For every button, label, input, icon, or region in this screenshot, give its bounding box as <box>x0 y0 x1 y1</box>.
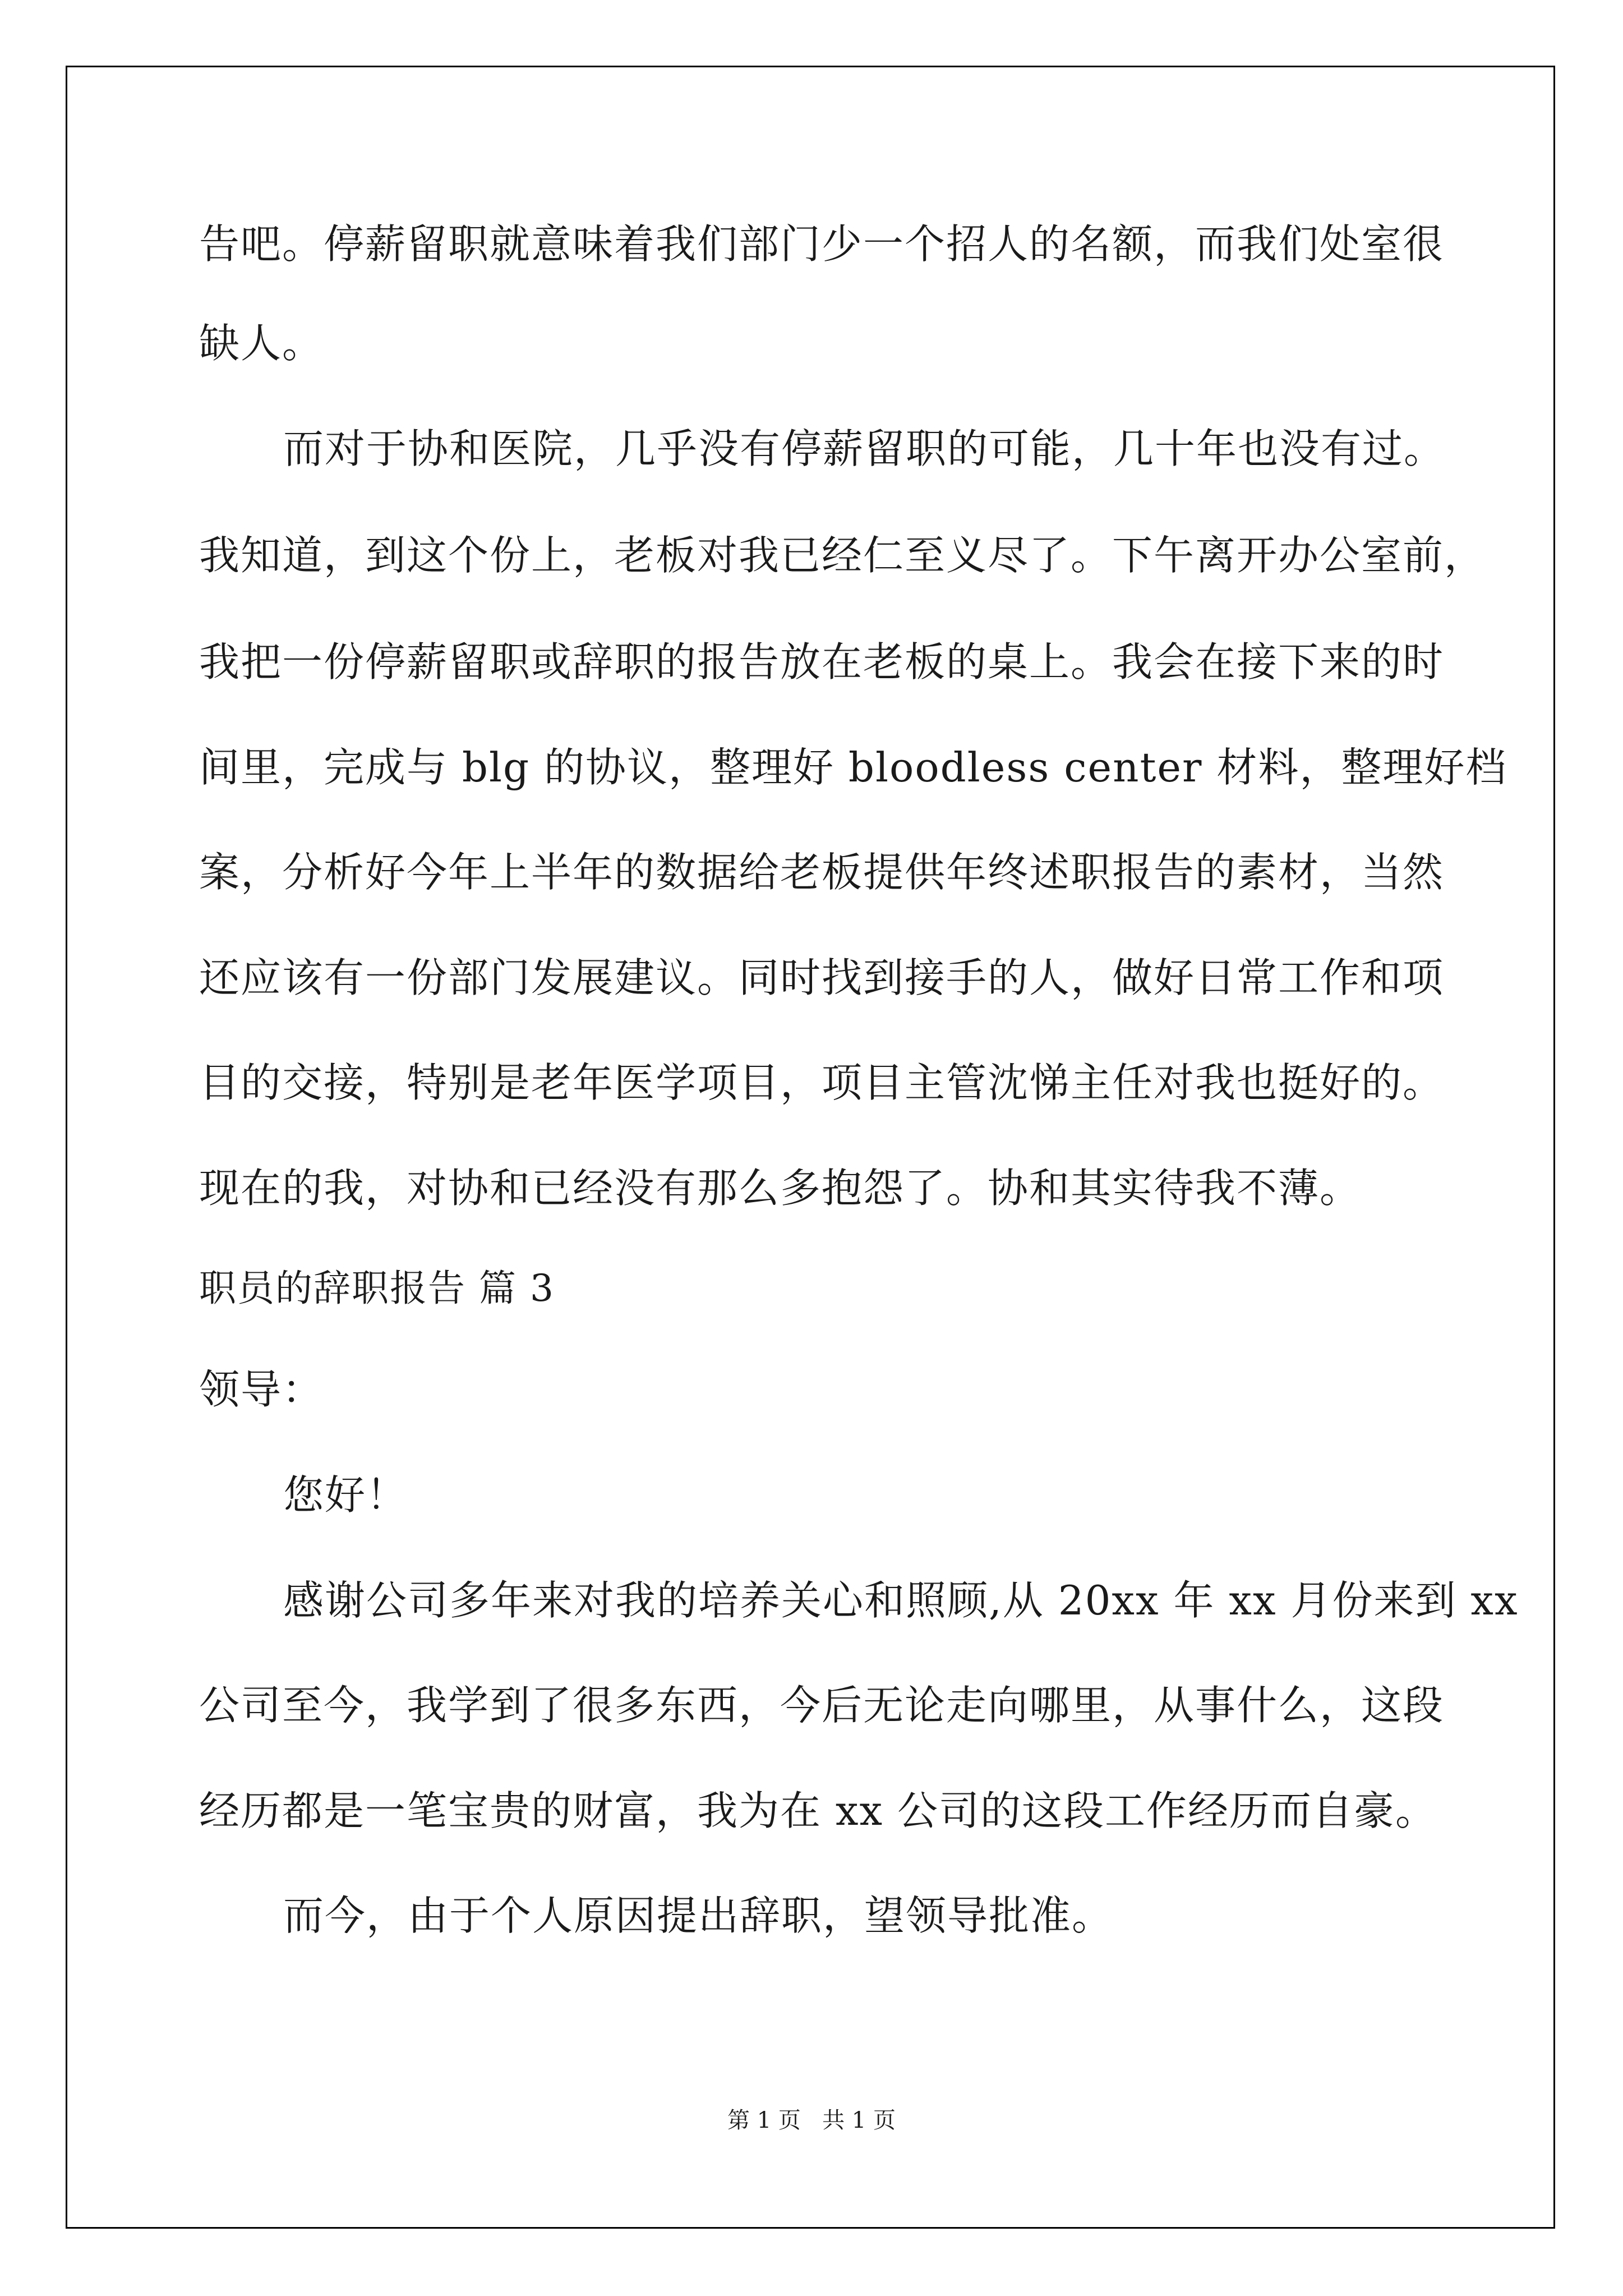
text-line: 现在的我，对协和已经没有那么多抱怨了。协和其实待我不薄。 <box>199 1165 1362 1212</box>
text-line: 我把一份停薪留职或辞职的报告放在老板的桌上。我会在接下来的时 <box>199 638 1445 685</box>
section-heading: 职员的辞职报告 篇 3 <box>199 1267 555 1310</box>
body-line: 公司至今，我学到了很多东西，今后无论走向哪里，从事什么，这段 <box>199 1682 1445 1729</box>
text-line: 而对于协和医院，几乎没有停薪留职的可能，几十年也没有过。 <box>283 425 1446 472</box>
greeting: 您好！ <box>283 1471 408 1519</box>
text-line: 还应该有一份部门发展建议。同时找到接手的人，做好日常工作和项 <box>199 954 1445 1001</box>
text-line: 间里，完成与 blg 的协议，整理好 bloodless center 材料，整理好档 <box>199 744 1507 791</box>
body-line: 而今，由于个人原因提出辞职，望领导批准。 <box>283 1892 1114 1939</box>
body-line: 感谢公司多年来对我的培养关心和照顾,从 20xx 年 xx 月份来到 xx <box>283 1577 1519 1624</box>
page-footer: 第 1 页 共 1 页 <box>727 2108 896 2133</box>
text-line: 目的交接，特别是老年医学项目，项目主管沈悌主任对我也挺好的。 <box>199 1059 1445 1106</box>
body-line: 经历都是一笔宝贵的财富，我为在 xx 公司的这段工作经历而自豪。 <box>199 1787 1437 1834</box>
text-line: 我知道，到这个份上，老板对我已经仁至义尽了。下午离开办公室前， <box>199 532 1486 579</box>
text-line: 告吧。停薪留职就意味着我们部门少一个招人的名额，而我们处室很 <box>199 220 1445 268</box>
text-line: 案，分析好今年上半年的数据给老板提供年终述职报告的素材，当然 <box>199 849 1445 896</box>
text-line: 缺人。 <box>199 320 324 367</box>
salutation: 领导： <box>199 1366 324 1413</box>
